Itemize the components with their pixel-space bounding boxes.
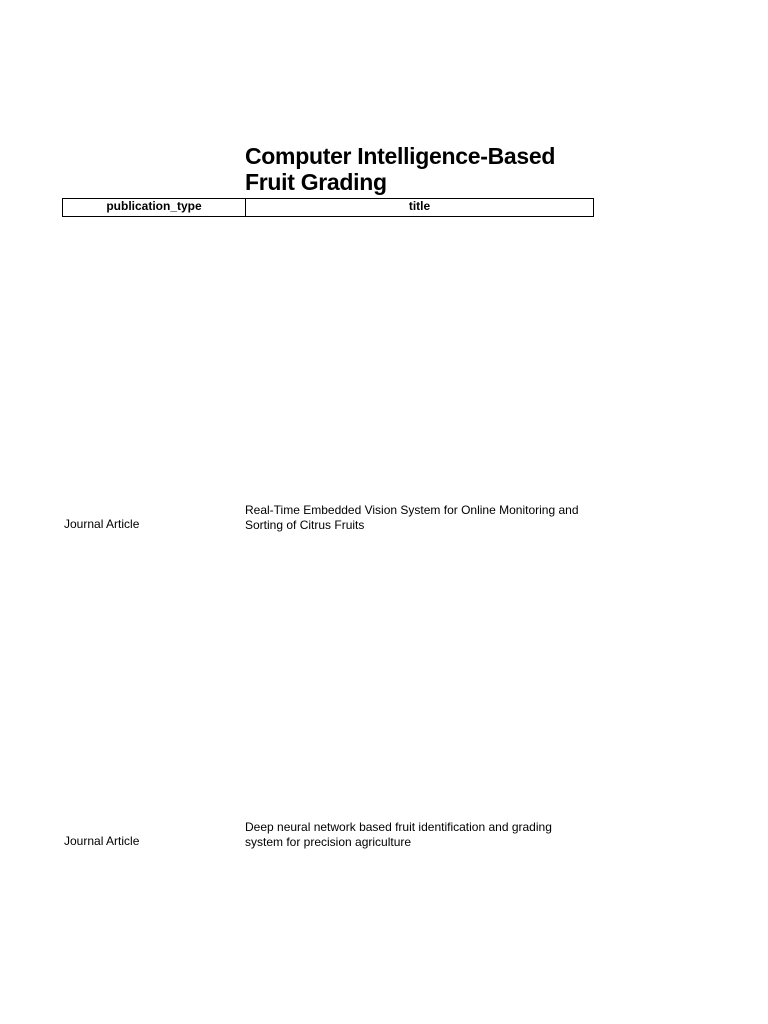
cell-title: Deep neural network based fruit identification and grading system for precision agriculture [245,820,552,849]
table-row [62,819,594,849]
column-header-title: title [408,199,431,213]
cell-publication-type: Journal Article [64,834,140,848]
document-title: Computer Intelligence-Based Fruit Grading [245,143,556,195]
table-row [62,502,594,532]
cell-publication-type: Journal Article [64,517,140,531]
cell-title: Real-Time Embedded Vision System for Online Monitoring and Sorting of Citrus Fruits [245,503,579,532]
column-header-publication-type: publication_type [63,199,246,216]
table-header-row [62,198,594,217]
